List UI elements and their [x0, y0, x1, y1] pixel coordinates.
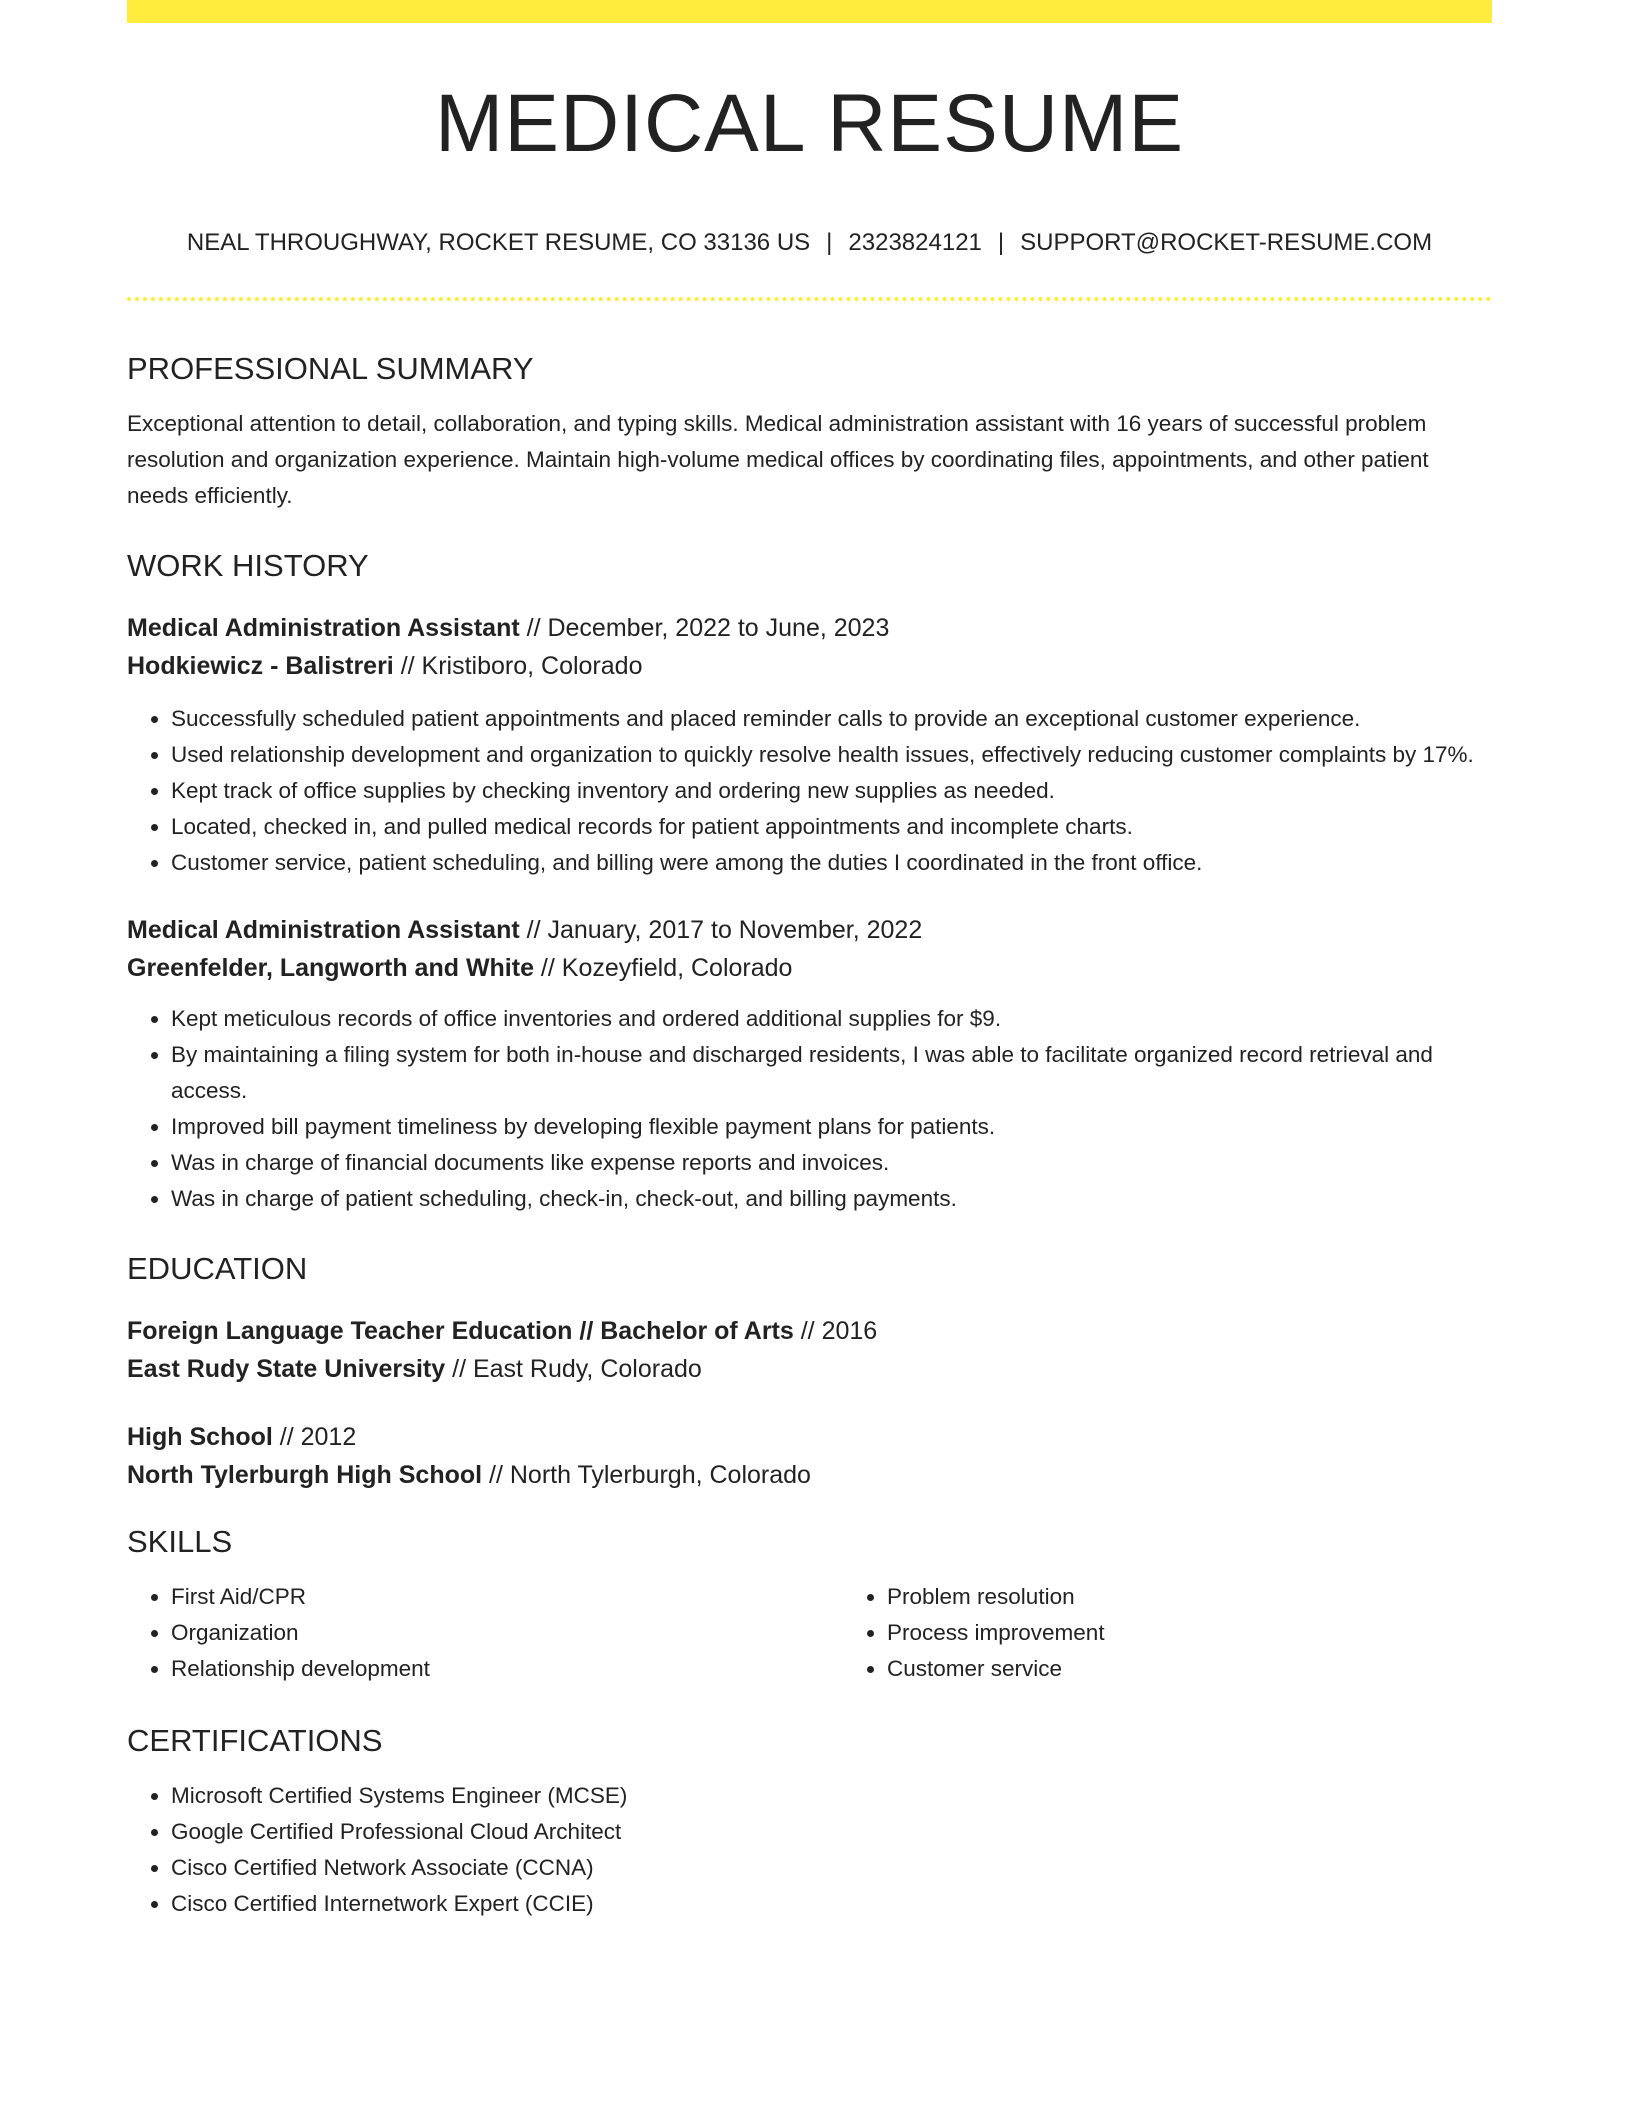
list-item: • Customer service: [887, 1651, 1492, 1687]
list-item: • Customer service, patient scheduling, and billing were among the duties I coordinated in the front office.: [171, 845, 1492, 881]
contact-separator: |: [997, 229, 1005, 256]
job-title-line: [127, 609, 1492, 647]
education-school: East Rudy State University: [127, 1355, 446, 1383]
certifications-list: [127, 1778, 1492, 1922]
education-school-line: [127, 1456, 1492, 1494]
list-item: • Google Certified Professional Cloud Architect: [171, 1814, 1492, 1850]
education-school: North Tylerburgh High School: [127, 1461, 483, 1489]
skills-grid: [127, 1579, 1492, 1687]
job-title-line: [127, 911, 1492, 949]
job-company: Greenfelder, Langworth and White: [127, 954, 534, 982]
education-year: // 2012: [272, 1423, 357, 1451]
list-item: • Cisco Certified Internetwork Expert (CCIE): [171, 1886, 1492, 1922]
job-dates: // December, 2022 to June, 2023: [519, 614, 890, 642]
skills-heading: SKILLS: [127, 1524, 233, 1559]
job-location: // Kristiboro, Colorado: [393, 652, 643, 680]
list-item: • Relationship development: [171, 1651, 843, 1687]
education-entry: [127, 1312, 1492, 1388]
list-item: • Process improvement: [887, 1615, 1492, 1651]
list-item: • Was in charge of patient scheduling, check-in, check-out, and billing payments.: [171, 1181, 1492, 1217]
summary-heading: PROFESSIONAL SUMMARY: [127, 351, 534, 386]
accent-bar: [127, 0, 1492, 23]
education-location: // North Tylerburgh, Colorado: [482, 1461, 811, 1489]
job-location: // Kozeyfield, Colorado: [533, 954, 793, 982]
resume-title: MEDICAL RESUME: [434, 78, 1185, 169]
list-item: • Improved bill payment timeliness by developing flexible payment plans for patients.: [171, 1109, 1492, 1145]
resume-page: [127, 0, 1492, 1922]
education-entry: [127, 1418, 1492, 1494]
education-degree: High School: [127, 1423, 273, 1451]
list-item: • Used relationship development and organization to quickly resolve health issues, effectively reducing customer complaints by 17%.: [171, 737, 1492, 773]
job-title: Medical Administration Assistant: [127, 916, 520, 944]
job-dates: // January, 2017 to November, 2022: [519, 916, 923, 944]
dotted-divider: [127, 297, 1492, 301]
skills-column: [843, 1579, 1492, 1687]
job-entry: [127, 609, 1492, 881]
contact-email: SUPPORT@ROCKET-RESUME.COM: [1020, 229, 1433, 256]
list-item: • First Aid/CPR: [171, 1579, 843, 1615]
skills-column: [127, 1579, 843, 1687]
list-item: • By maintaining a filing system for both in-house and discharged residents, I was able to facilitate organized record retrieval and access.: [171, 1037, 1492, 1109]
contact-phone: 2323824121: [848, 229, 982, 256]
summary-text: Exceptional attention to detail, collaboration, and typing skills. Medical administration assistant with 16 years of successful problem resolution and organization experience. Maintain high-volume medical offices by coordinating files, appointments, and other patient needs efficiently.: [127, 411, 1429, 508]
list-item: • Located, checked in, and pulled medical records for patient appointments and incomplete charts.: [171, 809, 1492, 845]
list-item: • Kept track of office supplies by checking inventory and ordering new supplies as needed.: [171, 773, 1492, 809]
job-bullets: [127, 701, 1492, 881]
list-item: • Problem resolution: [887, 1579, 1492, 1615]
education-school-line: [127, 1350, 1492, 1388]
education-degree-line: [127, 1418, 1492, 1456]
job-company: Hodkiewicz - Balistreri: [127, 652, 394, 680]
work-history-heading: WORK HISTORY: [127, 548, 369, 583]
certifications-heading: CERTIFICATIONS: [127, 1723, 383, 1758]
list-item: • Microsoft Certified Systems Engineer (MCSE): [171, 1778, 1492, 1814]
job-title: Medical Administration Assistant: [127, 614, 520, 642]
list-item: • Organization: [171, 1615, 843, 1651]
job-entry: [127, 911, 1492, 1217]
list-item: • Kept meticulous records of office inventories and ordered additional supplies for $9.: [171, 1001, 1492, 1037]
job-bullets: [127, 1001, 1492, 1217]
contact-address: NEAL THROUGHWAY, ROCKET RESUME, CO 33136 US: [186, 229, 811, 256]
list-item: • Cisco Certified Network Associate (CCNA): [171, 1850, 1492, 1886]
education-degree: Foreign Language Teacher Education // Bachelor of Arts: [127, 1317, 794, 1345]
education-year: // 2016: [793, 1317, 878, 1345]
list-item: • Successfully scheduled patient appointments and placed reminder calls to provide an exceptional customer experience.: [171, 701, 1492, 737]
list-item: • Was in charge of financial documents like expense reports and invoices.: [171, 1145, 1492, 1181]
contact-separator: |: [826, 229, 833, 256]
education-heading: EDUCATION: [127, 1251, 308, 1286]
education-location: // East Rudy, Colorado: [445, 1355, 702, 1383]
job-company-line: [127, 949, 1492, 987]
contact-line: [127, 231, 1492, 255]
education-degree-line: [127, 1312, 1492, 1350]
job-company-line: [127, 647, 1492, 685]
